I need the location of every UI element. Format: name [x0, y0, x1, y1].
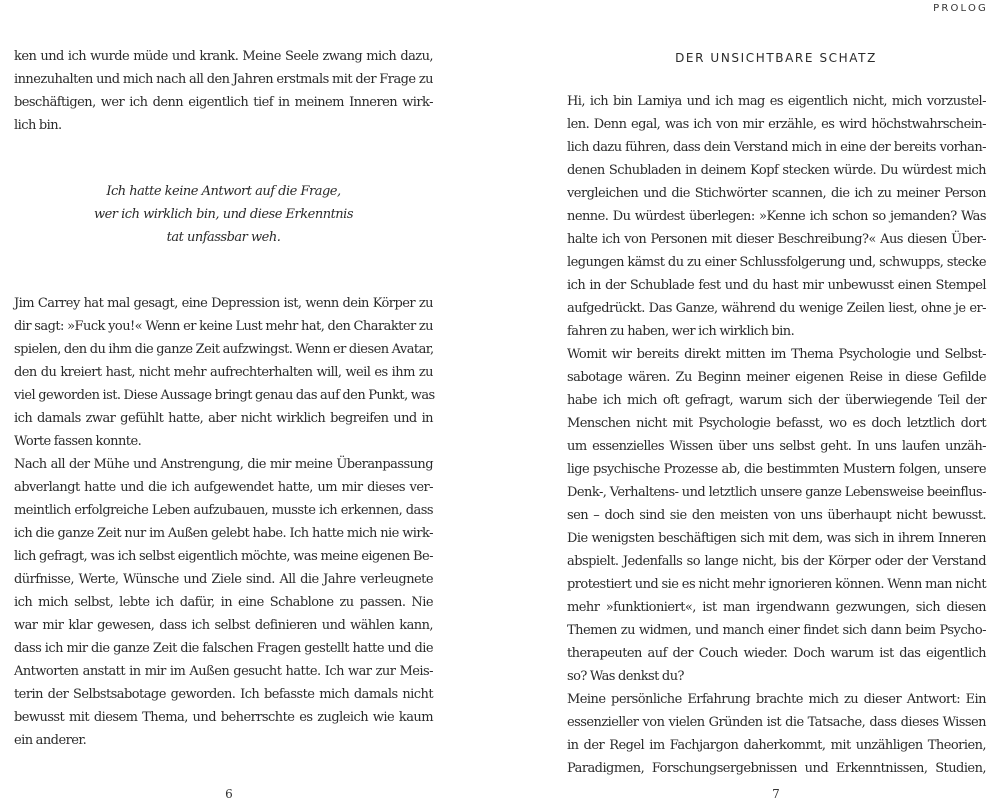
text-line: Denk-, Verhaltens- und letztlich unsere ganze Lebensweise beeinflus- [567, 485, 986, 500]
text-line: ich mich selbst, lebte ich dafür, in eine Schablone zu passen. Nie [14, 595, 433, 610]
page-number-left: 6 [225, 787, 233, 801]
text-line: essenzieller von vielen Gründen ist die Tatsache, dass dieses Wissen [567, 715, 986, 730]
text-line: halte ich von Personen mit dieser Beschreibung?« Aus diesen Über- [567, 232, 986, 247]
right-page [500, 0, 1000, 800]
text-line: lich gefragt, was ich selbst eigentlich möchte, was meine eigenen Be- [14, 549, 433, 564]
text-line: dir sagt: »Fuck you!« Wenn er keine Lust mehr hat, den Charakter zu [14, 319, 433, 334]
text-line: habe ich mich oft gefragt, warum sich der überwiegende Teil der [567, 393, 986, 408]
text-line: Menschen nicht mit Psychologie befasst, wo es doch letztlich dort [567, 416, 986, 431]
text-line: dürfnisse, Werte, Wünsche und Ziele sind. All die Jahre verleugnete [14, 572, 433, 587]
text-line: spielen, den du ihm die ganze Zeit aufzwingst. Wenn er diesen Avatar, [14, 342, 434, 357]
text-line: vergleichen und die Stichwörter scannen, die ich zu meiner Person [567, 186, 986, 201]
page-number-right: 7 [772, 787, 780, 801]
text-line: beschäftigen, wer ich denn eigentlich tief in meinem Inneren wirk- [14, 95, 433, 110]
text-line: lich dazu führen, dass dein Verstand mich in eine der bereits vorhan- [567, 140, 986, 155]
text-line: terin der Selbstsabotage geworden. Ich befasste mich damals nicht [14, 687, 433, 702]
text-line: Nach all der Mühe und Anstrengung, die mir meine Überanpassung [14, 457, 433, 472]
left-page [0, 0, 500, 800]
text-line: sabotage wären. Zu Beginn meiner eigenen Reise in diese Gefilde [567, 370, 986, 385]
text-line: denen Schubladen in deinem Kopf stecken würde. Du würdest mich [567, 163, 986, 178]
text-line: Die wenigsten beschäftigen sich mit dem, was sich in ihrem Inneren [567, 531, 986, 546]
text-line: Antworten anstatt in mir im Außen gesucht hatte. Ich war zur Meis- [14, 664, 433, 679]
text-line: ein anderer. [14, 733, 87, 748]
text-line: mehr »funktioniert«, ist man irgendwann gezwungen, sich diesen [567, 600, 986, 615]
text-line: war mir klar gewesen, dass ich selbst definieren und wählen kann, [14, 618, 433, 633]
text-line: Hi, ich bin Lamiya und ich mag es eigentlich nicht, mich vorzustel- [567, 94, 986, 109]
quote-line: wer ich wirklich bin, und diese Erkenntnis [93, 207, 354, 222]
text-line: abverlangt hatte und die ich aufgewendet hatte, um mir dieses ver- [14, 480, 433, 495]
text-line: Paradigmen, Forschungsergebnissen und Erkenntnissen, Studien, [567, 761, 986, 776]
text-line: lich bin. [14, 118, 62, 133]
text-line: dass ich mir die ganze Zeit die falschen Fragen gestellt hatte und die [14, 641, 433, 656]
text-line: len. Denn egal, was ich von mir erzähle, es wird höchstwahrschein- [567, 117, 986, 132]
text-line: Jim Carrey hat mal gesagt, eine Depression ist, wenn dein Körper zu [14, 296, 433, 311]
text-line: innezuhalten und mich nach all den Jahren erstmals mit der Frage zu [14, 72, 433, 87]
text-line: Worte fassen konnte. [14, 434, 142, 449]
text-line: um essenzielles Wissen über uns selbst geht. In uns laufen unzäh- [567, 439, 986, 454]
text-line: aufgedrückt. Das Ganze, während du wenige Zeilen liest, ohne je er- [567, 301, 986, 316]
text-line: in der Regel im Fachjargon daherkommt, mit unzähligen Theorien, [567, 738, 986, 753]
text-line: meintlich erfolgreiche Leben aufzubauen, musste ich erkennen, dass [14, 503, 433, 518]
chapter-title: DER UNSICHTBARE SCHATZ [675, 51, 877, 65]
text-line: bewusst mit diesem Thema, und beherrschte es zugleich wie kaum [14, 710, 433, 725]
text-line: nenne. Du würdest überlegen: »Kenne ich schon so jemanden? Was [567, 209, 986, 224]
text-line: den du kreiert hast, nicht mehr aufrechterhalten will, weil es ihm zu [14, 365, 433, 380]
text-line: lige psychische Prozesse ab, die bestimmten Mustern folgen, unsere [567, 462, 986, 477]
running-head: PROLOG [933, 3, 988, 14]
text-line: ich die ganze Zeit nur im Außen gelebt habe. Ich hatte mich nie wirk- [14, 526, 433, 541]
text-line: Themen zu widmen, und manch einer findet sich dann beim Psycho- [567, 623, 986, 638]
quote-line: tat unfassbar weh. [166, 230, 281, 245]
text-line: ich in der Schublade fest und du hast mir unbewusst einen Stempel [567, 278, 986, 293]
text-line: legungen kämst du zu einer Schlussfolgerung und, schwupps, stecke [567, 255, 986, 270]
text-line: Meine persönliche Erfahrung brachte mich zu dieser Antwort: Ein [567, 692, 986, 707]
text-line: Womit wir bereits direkt mitten im Thema Psychologie und Selbst- [567, 347, 986, 362]
text-line: protestiert und sie es nicht mehr ignorieren können. Wenn man nicht [567, 577, 986, 592]
text-line: fahren zu haben, wer ich wirklich bin. [567, 324, 795, 339]
text-line: so? Was denkst du? [567, 669, 684, 684]
text-line: therapeuten auf der Couch wieder. Doch warum ist das eigentlich [567, 646, 986, 661]
quote-line: Ich hatte keine Antwort auf die Frage, [106, 184, 341, 199]
text-line: abspielt. Jedenfalls so lange nicht, bis der Körper oder der Verstand [567, 554, 986, 569]
text-line: viel geworden ist. Diese Aussage bringt genau das auf den Punkt, was [14, 388, 435, 403]
text-line: ken und ich wurde müde und krank. Meine Seele zwang mich dazu, [14, 49, 433, 64]
text-line: sen – doch sind sie den meisten von uns überhaupt nicht bewusst. [567, 508, 986, 523]
text-line: ich damals zwar gefühlt hatte, aber nicht wirklich begreifen und in [14, 411, 433, 426]
